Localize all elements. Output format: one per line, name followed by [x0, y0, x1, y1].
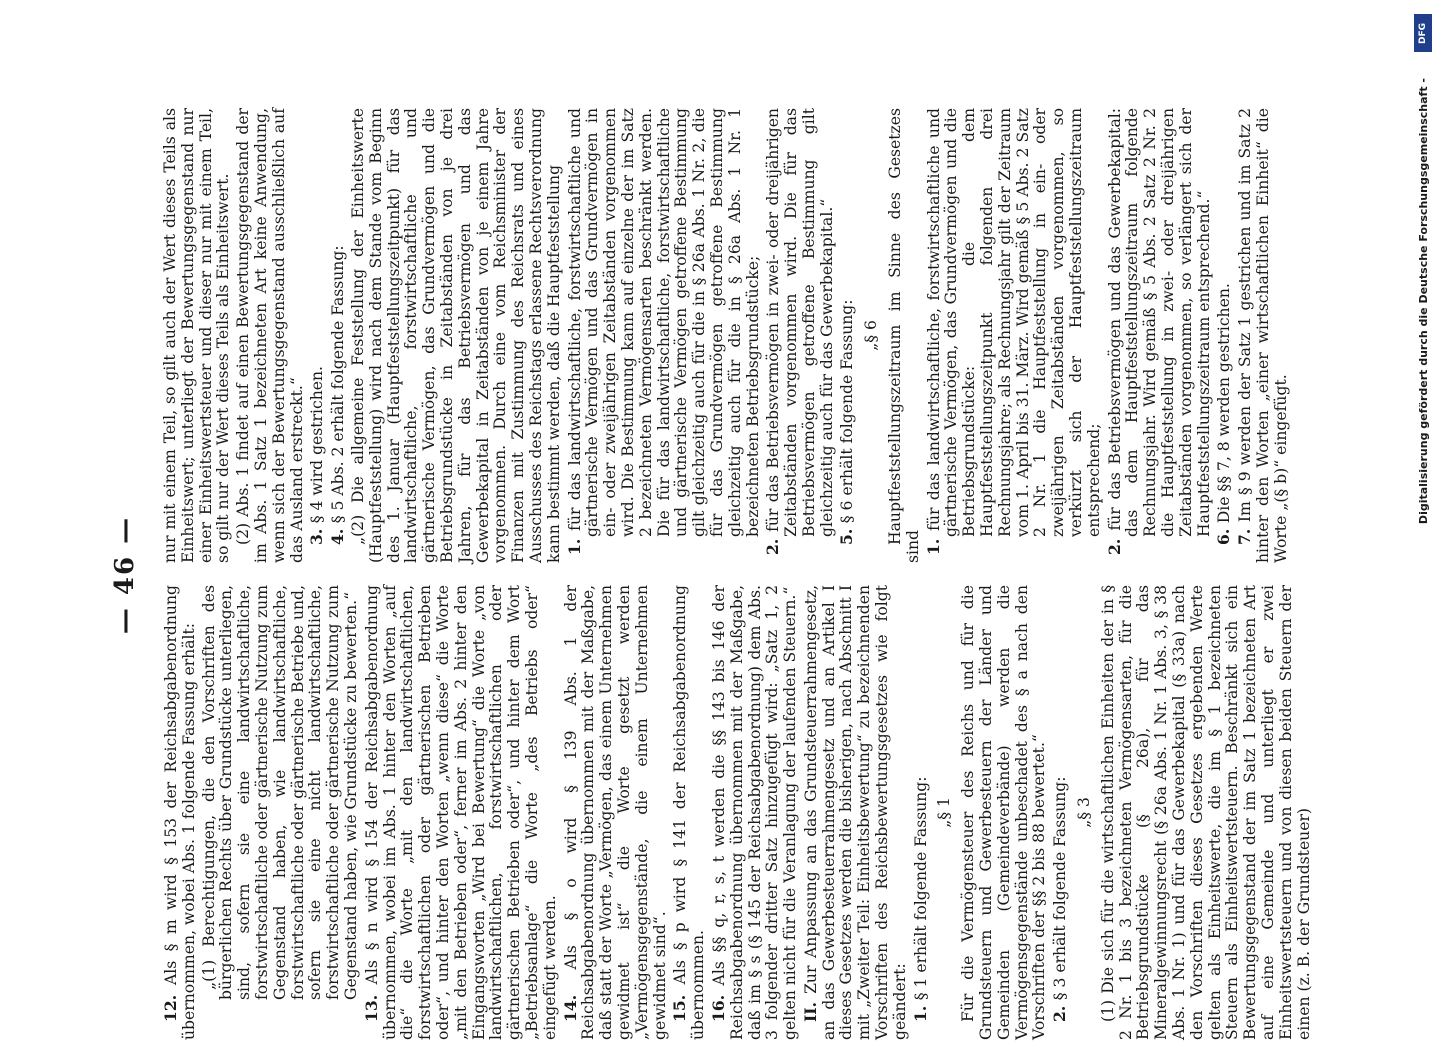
paragraph-text: für das Betriebsvermögen in zwei- oder dreijährigen Zeitabständen vorgenommen wird. Die für das Betriebsvermögen getroffene Bestimmung gilt gleichzeitig auch für das Gewerbekapital.“ — [764, 108, 836, 537]
paragraph — [671, 585, 708, 1040]
paragraph-text: Hauptfeststellungszeitraum im Sinne des Gesetzes sind — [886, 108, 922, 563]
paragraph — [329, 108, 348, 563]
paragraph-number: 13. — [361, 984, 381, 1022]
paragraph-text: § 6 erhält folgende Fassung: — [838, 299, 857, 524]
paragraph-number: 15. — [670, 984, 690, 1022]
paragraph-text: (2) Abs. 1 findet auf einen Bewertungsgegenstand der im Abs. 1 Satz 1 bezeichneten Art keine Anwendung, wenn sich der Bewertungsgegenstand ausschließlich auf das Ausland erstreckt.“ — [234, 108, 306, 563]
paragraph-text: für das Betriebsvermögen und das Gewerbekapital: das dem Hauptfeststellungszeitraum folgende Rechnungsjahr. Wird gemäß § 5 Abs. 2 Satz 2 Nr. 2 die Hauptfeststellung in zwei- oder dreijährigen Zeitabständen vorgenommen, so verlängert sich der Hauptfeststellungszeitraum entsprechend.“ — [1105, 108, 1213, 537]
paragraph-number: 1. — [910, 1000, 930, 1022]
right-text-column — [162, 108, 1293, 563]
paragraph-text: (1) Die sich für die wirtschaftlichen Einheiten der in § 2 Nr. 1 bis 3 bezeichneten Vermögensarten, für die Betriebsgrundstücke (§ 26a), für das Mineralgewinnungsrecht (§ 26a Abs. 1 Nr. 1 Abs. 3, § 38 Abs. 1 Nr. 1) und für das Gewerbekapital (§ 33a) nach den Vorschriften dieses Gesetzes ergebenden Werte gelten als Einheitswerte, die im § 1 bezeichneten Steuern als Einheitswertsteuern. Beschränkt sich ein Bewertungsgegenstand der im Satz 1 bezeichneten Art auf eine Gemeinde und unterliegt er zwei Einheitswertsteuern und von diesen beiden Steuern der einen (z. B. der Grundsteuer) — [1098, 585, 1313, 1040]
paragraph — [764, 108, 836, 563]
paragraph-number: 1. — [923, 530, 943, 555]
paragraph-number: II. — [800, 993, 820, 1022]
rotated-document-page — [100, 100, 1313, 1050]
paragraph-number: 5. — [837, 523, 857, 545]
paragraph-text: Als §§ q, r, s, t werden die §§ 143 bis 146 der Reichsabgabenordnung übernommen mit der Maßgabe, daß im § s (§ 145 der Reichsabgabenordnung) dem Abs. 3 folgender dritter Satz hinzugefügt wird: „Satz 1, 2 gelten nicht für die Veranlagung der laufenden Steuern.“ — [709, 585, 800, 1040]
paragraph-number: 1. — [564, 530, 584, 555]
paragraph-number: 7. — [1235, 522, 1255, 545]
paragraph-number: 2. — [763, 531, 783, 555]
paragraph — [162, 585, 199, 1040]
paragraph — [936, 585, 954, 1040]
paragraph — [1236, 108, 1290, 563]
left-text-column — [162, 585, 1315, 1040]
paragraph — [1076, 585, 1094, 1040]
paragraph-number: 2. — [1104, 530, 1124, 555]
paragraph-number: 12. — [161, 985, 180, 1022]
paragraph — [308, 108, 327, 563]
paragraph-number: 14. — [560, 969, 580, 1022]
paragraph-text: Im § 9 werden der Satz 1 gestrichen und im Satz 2 hinter den Worten „einer wirtschaftlichen Einheit“ die Worte „(§ b)“ eingefügt. — [1236, 108, 1290, 563]
paragraph — [1106, 108, 1214, 563]
paragraph — [350, 108, 564, 563]
paragraph — [1051, 585, 1070, 1040]
paragraph-text: „(1) Berechtigungen, die den Vorschriften des bürgerlichen Rechts über Grundstücke unterliegen, sind, sofern sie eine landwirtschaftliche, forstwirtschaftliche oder gärtnerische Nutzung zum Gegenstand haben, wie landwirtschaftliche, forstwirtschaftliche oder gärtnerische Betriebe und, sofern sie eine nicht landwirtschaftliche, forstwirtschaftliche oder gärtnerische Nutzung zum Gegenstand haben, wie Grundstücke zu bewerten.“ — [199, 585, 360, 1000]
paragraph — [887, 108, 923, 563]
paragraph-text: § 4 wird gestrichen. — [308, 365, 327, 524]
paragraph — [562, 585, 670, 1040]
paragraph-number: 16. — [708, 985, 728, 1022]
paragraph — [912, 585, 931, 1040]
paragraph-text: § 1 erhält folgende Fassung: — [911, 776, 930, 1001]
dfg-logo: DFG — [1414, 14, 1432, 52]
paragraph-text: für das landwirtschaftliche, forstwirtschaftliche und gärtnerische Vermögen, das Grundvermögen und die Betriebsgrundstücke: die dem Hauptfeststellungszeitpunkt folgenden drei Rechnungsjahre; als Rechnungsjahr gilt der Zeitraum vom 1. April bis 31. März. Wird gemäß § 5 Abs. 2 Satz 2 Nr. 1 die Hauptfeststellung in ein- oder zweijährigen Zeitabständen vorgenommen, so verkürzt sich der Hauptfeststellungszeitraum entsprechend; — [924, 108, 1103, 537]
paragraph-number: 4. — [328, 523, 348, 545]
paragraph — [363, 585, 560, 1040]
paragraph — [201, 585, 361, 1000]
paragraph-text: § 5 Abs. 2 erhält folgende Fassung: — [329, 245, 348, 524]
paragraph-text: „(2) Die allgemeine Feststellung der Einheitswerte (Hauptfeststellung) wird nach dem Stande vom Beginn des 1. Januar (Hauptfeststellungszeitpunkt) für das landwirtschaftliche, forstwirtschaftliche und gärtnerische Vermögen, das Grundvermögen und die Betriebsgrundstücke in Zeitabständen von je drei Jahren, für das Betriebsvermögen und das Gewerbekapital in Zeitabständen von je einem Jahre vorgenommen. Durch eine vom Reichsminister der Finanzen mit Zustimmung des Reichsrats und eines Ausschusses des Reichstags erlassene Rechtsverordnung kann bestimmt werden, daß die Hauptfeststellung — [348, 108, 563, 563]
paragraph-text: Als § n wird § 154 der Reichsabgabenordnung übernommen, wobei im Abs. 1 hinter den Worten „auf die“ die Worte „mit den landwirtschaftlichen, forstwirtschaftlichen oder gärtnerischen Betrieben oder“, und hinter den Worten „wenn diese“ die Worte „mit den Betrieben oder“, ferner im Abs. 2 hinter den Eingangsworten „Wird bei Bewertung“ die Worte „von landwirtschaftlichen, forstwirtschaftlichen oder gärtnerischen Betrieben oder“, und hinter dem Wort „Betriebsanlage“ die Worte „des Betriebs oder“ eingefügt werden. — [362, 585, 559, 1040]
paragraph — [162, 108, 233, 563]
paragraph-text: Als § o wird § 139 Abs. 1 der Reichsabgabenordnung übernommen mit der Maßgabe, daß statt der Worte „Vermögen, das einem Unternehmen gewidmet ist“ die Worte gesetzt werden „Vermögensgegenstände, die einem Unternehmen gewidmet sind“. — [561, 584, 669, 1040]
paragraph-text: „§ 3 — [1075, 797, 1094, 828]
paragraph — [1215, 108, 1234, 563]
paragraph — [1100, 585, 1314, 1040]
paragraph-text: Die §§ 7, 8 werden gestrichen. — [1215, 283, 1234, 524]
paragraph — [863, 108, 881, 563]
credit-text: Digitalisierung gefördert durch die Deutsche Forschungsgemeinschaft - — [1417, 78, 1430, 525]
paragraph-number: 2. — [1050, 1000, 1070, 1022]
paragraph-text: Als § m wird § 153 der Reichsabgabenordnung übernommen, wobei Abs. 1 folgende Fassung erhält: — [162, 584, 198, 1040]
paragraph-text: Als § p wird § 141 der Reichsabgabenordnung übernommen. — [671, 585, 708, 1040]
paragraph-text: Für die Vermögensteuer des Reichs und für die Grundsteuern und Gewerbesteuern der Länder und Gemeinden (Gemeindeverbände) werden die Vermögensgegenstände unbeschadet des § a nach den Vorschriften der §§ 2 bis 88 bewertet.“ — [959, 585, 1049, 1040]
paragraph — [960, 585, 1049, 1040]
paragraph — [710, 585, 800, 1040]
paragraph-text: Zur Anpassung an das Grundsteuerrahmengesetz, an das Gewerbesteuerrahmengesetz und an Artikel I dieses Gesetzes werden die bisherigen, nach Abschnitt I mit „Zweiter Teil: Einheitsbewertung“ zu bezeichnenden Vorschriften des Reichsbewertungsgesetzes wie folgt geändert: — [801, 584, 909, 1040]
paragraph — [235, 108, 306, 563]
paragraph-text: für das landwirtschaftliche, forstwirtschaftliche und gärtnerische Vermögen und das Grundvermögen in ein- oder zweijährigen Zeitabständen vorgenommen wird. Die Bestimmung kann auf einzelne der im Satz 2 bezeichneten Vermögensarten beschränkt werden. Die für das landwirtschaftliche, forstwirtschaftliche und gärtnerische Vermögen getroffene Bestimmung gilt gleichzeitig auch für die in § 26a Abs. 1 Nr. 2, die für das Grundvermögen getroffene Bestimmung gleichzeitig auch für die in § 26a Abs. 1 Nr. 1 bezeichneten Betriebsgrundstücke; — [565, 108, 762, 537]
paragraph-text: nur mit einem Teil, so gilt auch der Wert dieses Teils als Einheitswert; unterliegt der Bewertungsgegenstand nur einer Einheitswertsteuer und dieser nur mit einem Teil, so gilt nur der Wert dieses Teils als Einheitswert. — [161, 108, 233, 563]
paragraph-number: 6. — [1214, 523, 1234, 545]
paragraph-text: „§ 6 — [862, 320, 881, 351]
paragraph — [566, 108, 763, 563]
paragraph-number: 3. — [307, 523, 327, 545]
page-number: — 46 — — [110, 515, 140, 635]
digitization-credit — [1406, 8, 1434, 992]
paragraph-text: § 3 erhält folgende Fassung: — [1051, 776, 1070, 1001]
paragraph-text: „§ 1 — [935, 797, 954, 828]
paragraph — [802, 585, 910, 1040]
paragraph — [925, 108, 1104, 563]
paragraph — [838, 108, 857, 563]
